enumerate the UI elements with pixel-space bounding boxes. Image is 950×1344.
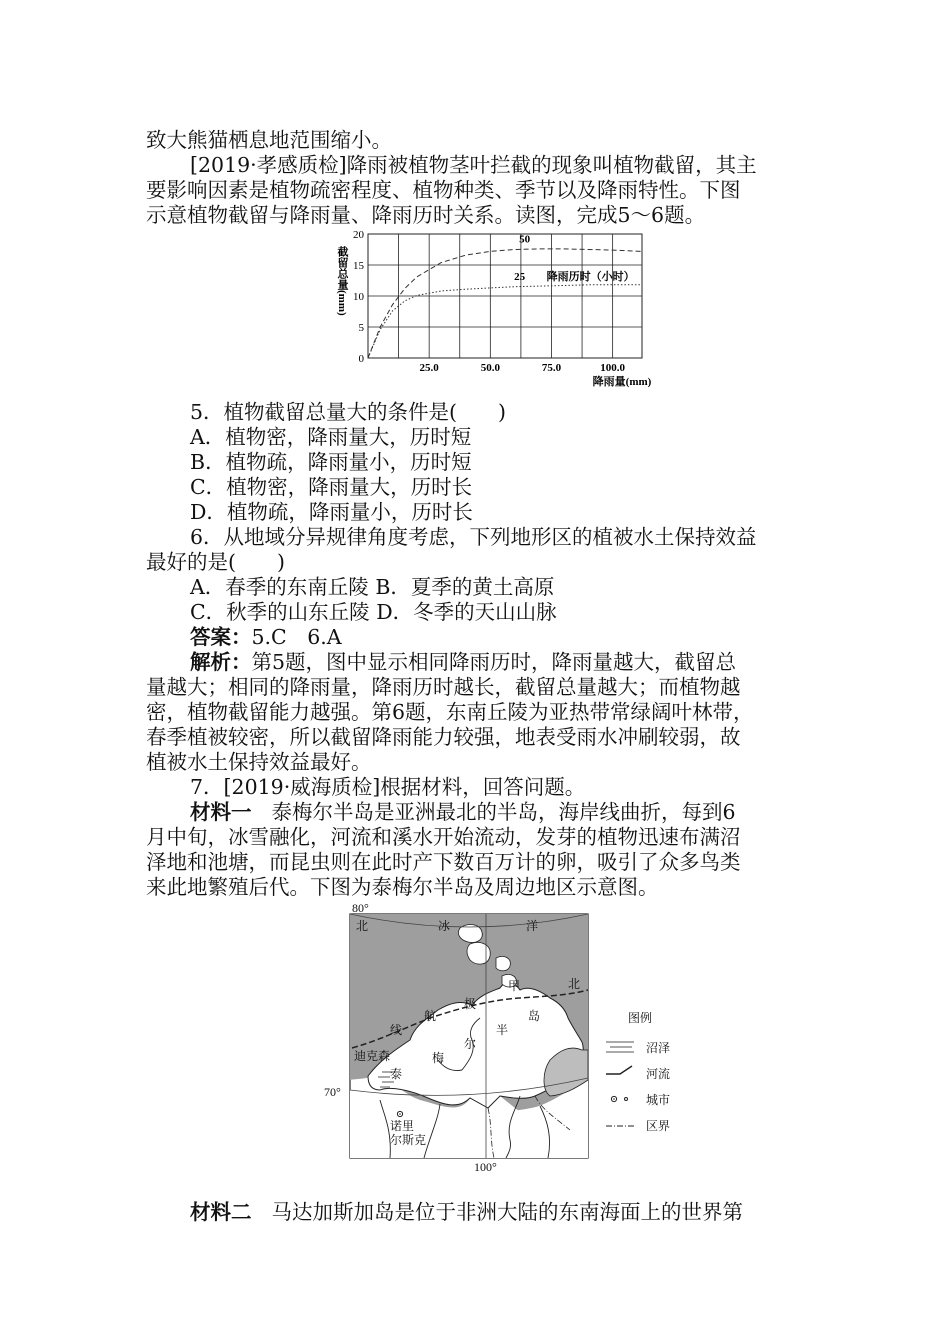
city-label: 尔斯克 — [390, 1133, 427, 1147]
material-2-label: 材料二 — [190, 1200, 252, 1224]
series-label: 50 — [519, 233, 531, 246]
option-6cd: C．秋季的山东丘陵 D．冬季的天山山脉 — [190, 600, 557, 624]
text-line: [2019·孝感质检]降雨被植物茎叶拦截的现象叫植物截留，其主 — [190, 153, 757, 177]
explanation-line: 密，植物截留能力越强。第6题，东南丘陵为亚热带常绿阔叶林带， — [146, 700, 754, 724]
route-label: 极 — [464, 997, 477, 1011]
legend-boundary: 区界 — [646, 1119, 671, 1133]
route-label: 北 — [568, 977, 581, 991]
explanation-line: 春季植被较密，所以截留降雨能力较强，地表受雨水冲刷较弱，故 — [146, 725, 741, 749]
y-tick-label: 0 — [358, 353, 364, 365]
material-2-text: 马达加斯加岛是位于非洲大陆的东南海面上的世界第 — [271, 1200, 743, 1224]
series-label: 25 — [514, 270, 526, 283]
option-5a: A．植物密，降雨量大，历时短 — [190, 425, 472, 449]
question-6-cont: 最好的是( ) — [146, 550, 285, 574]
material-1-text: 泰梅尔半岛是亚洲最北的半岛，海岸线曲折，每到6 — [271, 800, 736, 824]
material-1-line — [190, 800, 736, 825]
y-tick-label: 20 — [353, 229, 364, 241]
answer-label: 答案： — [190, 625, 252, 649]
x-tick-label: 75.0 — [541, 362, 562, 374]
material-1-line: 来此地繁殖后代。下图为泰梅尔半岛及周边地区示意图。 — [146, 875, 659, 899]
ocean-label: 洋 — [526, 919, 539, 933]
lat-70-label: 70° — [324, 1085, 341, 1099]
x-tick-label: 25.0 — [419, 362, 439, 374]
explanation-line: 量越大；相同的降雨量，降雨历时越长，截留总量越大；而植物越 — [146, 675, 741, 699]
lat-80-label: 80° — [352, 901, 369, 915]
material-1-line: 泽地和池塘，而昆虫则在此时产下数百万计的卵，吸引了众多鸟类 — [146, 850, 741, 874]
route-label: 甲 — [508, 979, 521, 993]
legend-city: 城市 — [646, 1093, 671, 1107]
question-5: 5．植物截留总量大的条件是( ) — [190, 400, 507, 424]
peninsula-label: 半 — [496, 1023, 509, 1037]
y-tick-label: 10 — [353, 291, 364, 303]
peninsula-label: 梅 — [432, 1051, 445, 1065]
material-2-line — [190, 1200, 743, 1225]
material-1-label: 材料一 — [190, 800, 252, 824]
x-tick-label: 100.0 — [600, 362, 626, 374]
explanation-label: 解析： — [190, 650, 252, 674]
x-axis-label: 降雨量(mm) — [592, 376, 652, 388]
answer-value: 5.C 6.A — [251, 625, 342, 649]
peninsula-label: 尔 — [464, 1037, 477, 1051]
option-5c: C．植物密，降雨量大，历时长 — [190, 475, 473, 499]
y-tick-label: 15 — [353, 260, 364, 272]
question-7: 7．[2019·威海质检]根据材料，回答问题。 — [190, 775, 586, 799]
ocean-label: 北 — [356, 919, 369, 933]
legend-title: 降雨历时（小时） — [546, 270, 635, 283]
y-tick-label: 5 — [358, 322, 364, 334]
explanation-line — [190, 650, 736, 675]
chart-labels — [336, 229, 652, 388]
route-label: 线 — [390, 1023, 403, 1037]
text-line: 示意植物截留与降雨量、降雨历时关系。读图，完成5～6题。 — [146, 203, 706, 227]
chart-grid — [368, 234, 642, 358]
peninsula-label: 岛 — [528, 1009, 541, 1023]
legend-river: 河流 — [646, 1067, 671, 1081]
legend-title: 图例 — [628, 1011, 653, 1025]
city-label: 诺里 — [390, 1119, 415, 1133]
interception-chart — [330, 228, 680, 393]
peninsula-label: 泰 — [390, 1067, 403, 1081]
route-label: 航 — [424, 1009, 437, 1023]
text-line: 要影响因素是植物疏密程度、植物种类、季节以及降雨特性。下图 — [146, 178, 741, 202]
option-6ab: A．春季的东南丘陵 B．夏季的黄土高原 — [190, 575, 555, 599]
lon-100-label: 100° — [474, 1160, 497, 1174]
answer-line — [190, 625, 342, 650]
explanation-line: 植被水土保持效益最好。 — [146, 750, 372, 774]
material-1-line: 月中旬，冰雪融化，河流和溪水开始流动，发芽的植物迅速布满沼 — [146, 825, 741, 849]
legend-river-symbol — [606, 1066, 632, 1074]
question-6: 6．从地域分异规律角度考虑，下列地形区的植被水土保持效益 — [190, 525, 757, 549]
option-5b: B．植物疏，降雨量小，历时短 — [190, 450, 472, 474]
text-line: 致大熊猫栖息地范围缩小。 — [146, 128, 392, 152]
explanation-text: 第5题，图中显示相同降雨历时，降雨量越大，截留总 — [251, 650, 737, 674]
y-axis-label: 截留总量(mm) — [336, 246, 348, 316]
taimyr-map — [320, 900, 700, 1175]
option-5d: D．植物疏，降雨量小，历时长 — [190, 500, 473, 524]
ocean-label: 冰 — [438, 919, 451, 933]
x-tick-label: 50.0 — [480, 362, 500, 374]
dikson-label: 迪克森 — [354, 1049, 391, 1063]
legend-swamp: 沼泽 — [646, 1041, 671, 1055]
